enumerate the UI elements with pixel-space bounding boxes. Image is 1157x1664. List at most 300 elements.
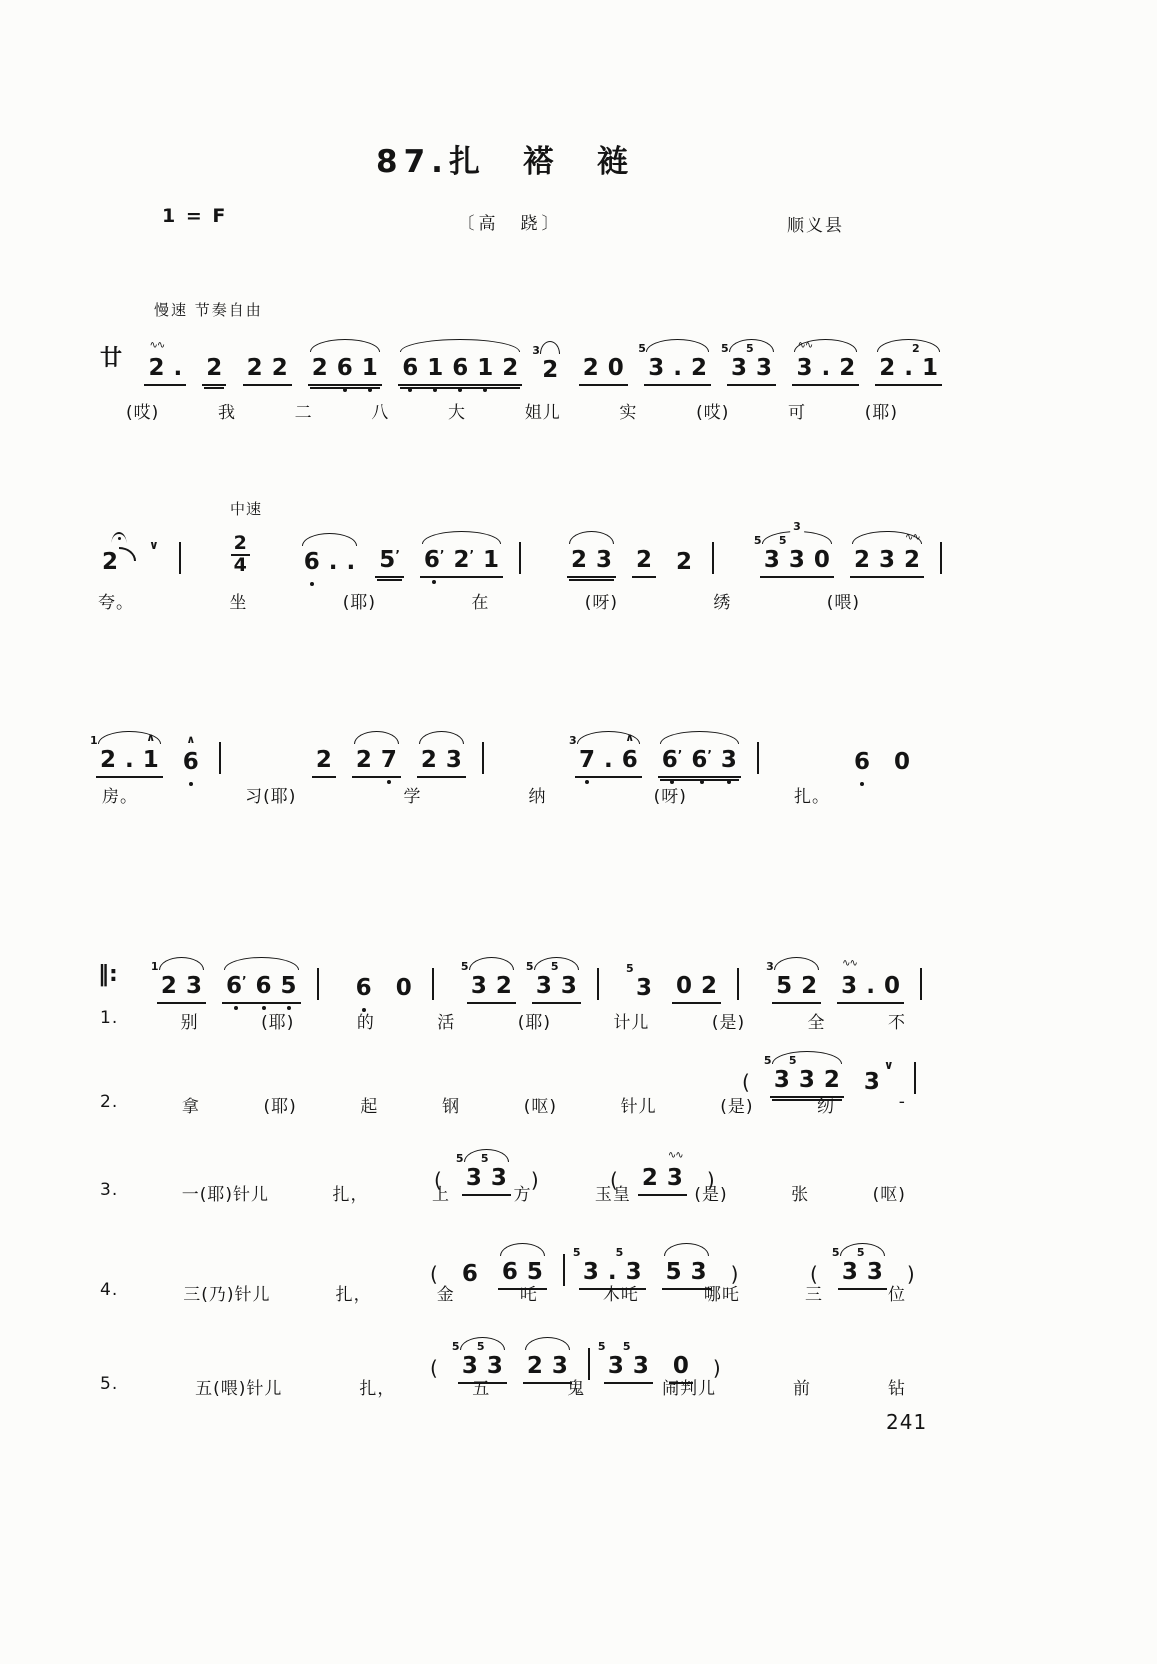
beam-group (568, 731, 642, 778)
note-digit: 0 (893, 749, 910, 775)
beam-group (222, 973, 301, 1004)
note-digit: . (328, 549, 338, 575)
note (604, 749, 613, 772)
accent-mark: ∧ (186, 733, 196, 746)
grace-note: 1 (90, 734, 98, 747)
note (125, 749, 134, 772)
note-digit: 3 (595, 547, 612, 573)
note-digit: 3 (582, 1259, 599, 1285)
note-digit: . (673, 355, 682, 381)
note-digit: 6 (853, 749, 870, 775)
lyric-token: - (898, 1092, 906, 1112)
slide-mark: ’ (677, 748, 683, 762)
note (745, 342, 772, 381)
grace-note: 5 (476, 1340, 485, 1353)
measure (90, 731, 221, 778)
note-digit: 3 (841, 1259, 858, 1285)
note (173, 357, 182, 380)
note (226, 975, 247, 998)
note-digit: ( (430, 1262, 438, 1286)
key-signature: 1 = F (162, 205, 228, 227)
lyric-token: 五 (472, 1379, 491, 1399)
breath-mark: ∨ (149, 538, 159, 552)
beam-group (720, 342, 776, 386)
note (625, 962, 652, 1001)
note (821, 357, 830, 380)
beam-group (375, 547, 404, 578)
music-system (98, 948, 922, 1004)
lyrics-line (102, 782, 830, 807)
measure (638, 342, 776, 386)
note-digit: 6 (182, 749, 199, 775)
grace-note: 5 (525, 960, 534, 973)
note-digit: 3 (607, 1353, 624, 1379)
note-digit: 3 (648, 355, 665, 381)
accent-mark: ∧ (146, 731, 156, 744)
beam-group (753, 520, 834, 578)
grace-note: 3 (568, 734, 577, 747)
note (879, 549, 895, 572)
note-digit: 3 (788, 547, 805, 573)
note-digit: 2 (853, 547, 870, 573)
note-digit: 0 (607, 355, 624, 381)
note (583, 357, 599, 380)
note (608, 357, 624, 380)
note-digit: 3 (763, 547, 780, 573)
bar-line (940, 542, 942, 574)
note (142, 731, 159, 773)
note (879, 357, 895, 380)
tie-curve (119, 547, 136, 561)
note-digit: 2 (675, 549, 692, 575)
grace-note: 5 (572, 1246, 581, 1259)
note (691, 749, 712, 772)
measure (150, 960, 319, 1004)
note-digit: . (346, 549, 356, 575)
lyric-token: 姐儿 (524, 403, 561, 423)
grace-note: 5 (831, 1246, 840, 1259)
note (186, 975, 202, 998)
note (571, 549, 587, 572)
note-digit: 6 (355, 975, 372, 1001)
lyrics-line (126, 398, 898, 423)
verse-line (100, 1374, 906, 1399)
note-digit: 6 (621, 747, 638, 773)
bar-line (737, 968, 739, 1000)
lyric-token: 起 (360, 1097, 379, 1117)
note (550, 960, 577, 999)
note (863, 1058, 894, 1095)
note-digit: . (125, 747, 134, 773)
note-digit: ( (742, 1070, 750, 1094)
measure (144, 340, 226, 386)
note-digit: 2 (635, 547, 652, 573)
grace-note: 5 (788, 1054, 797, 1067)
lyric-token: 一(耶)针儿 (181, 1185, 269, 1205)
note (281, 975, 297, 998)
free-meter-symbol: 廿 (100, 345, 123, 371)
accent-mark: ∧ (625, 731, 635, 744)
note-digit: 2 (879, 355, 896, 381)
lyric-token: 坐 (229, 593, 248, 613)
note (894, 751, 910, 774)
note-digit: 3 (490, 1165, 507, 1191)
note-digit: 0 (676, 973, 693, 999)
lyric-token: (哎) (126, 403, 160, 423)
bar-line (757, 742, 759, 774)
lyric-token: 1. (100, 1008, 119, 1028)
note (496, 975, 512, 998)
note (854, 751, 870, 774)
note-digit: . (173, 355, 183, 381)
breath-mark: ∨ (883, 1058, 894, 1072)
note-digit: 2 (582, 355, 599, 381)
note (532, 344, 559, 383)
time-signature-numerator: 2 (231, 534, 250, 556)
beam-group (850, 532, 924, 578)
measure (850, 749, 914, 778)
lyric-token: 大 (448, 403, 467, 423)
note (824, 1069, 840, 1092)
grace-note: 3 (766, 960, 774, 973)
grace-note: 3 (532, 344, 540, 357)
note-digit: ( (430, 1356, 438, 1380)
music-system (90, 722, 914, 778)
lyric-token: 我 (217, 403, 236, 423)
beam-group (672, 973, 721, 1004)
lyric-token: 二 (294, 403, 313, 423)
beam-group (417, 747, 466, 778)
lyrics-line (98, 588, 860, 613)
note-digit: 0 (883, 973, 900, 999)
fermata-mark (112, 532, 127, 543)
beam-group (625, 962, 656, 1004)
note-digit: 7 (380, 747, 397, 773)
slide-mark: ’ (469, 548, 475, 562)
verse-line (100, 1008, 906, 1033)
lyric-token: 金 (436, 1285, 455, 1305)
time-signature-denominator: 4 (233, 554, 247, 577)
lyric-token: 哪吒 (703, 1285, 740, 1305)
bar-line (712, 542, 714, 574)
verse-line (100, 1280, 906, 1305)
note (379, 549, 400, 572)
measure (243, 355, 382, 386)
note-digit: 2 (801, 973, 818, 999)
slide-mark: ’ (395, 548, 400, 562)
note-digit: 6 (661, 747, 678, 773)
note-digit: 3 (465, 1165, 482, 1191)
measure (227, 534, 254, 578)
lyric-token: 吒 (519, 1285, 538, 1305)
note-digit: 3 (185, 973, 202, 999)
note-digit: 3 (666, 1165, 683, 1191)
note-digit: 1 (427, 355, 444, 381)
note-digit: 3 (690, 1259, 707, 1285)
lyric-token: 八 (371, 403, 390, 423)
lyric-token: (耶) (263, 1097, 297, 1117)
note-digit: 6 (336, 355, 353, 381)
note-digit: 0 (813, 547, 830, 573)
lyric-token: 可 (788, 403, 807, 423)
note (304, 551, 320, 574)
note (636, 549, 652, 572)
lyric-token: 4. (100, 1280, 119, 1300)
bar-line (432, 968, 434, 1000)
lyric-token: (耶) (342, 593, 376, 613)
note-digit: 2 (102, 549, 119, 575)
measure (300, 542, 521, 578)
note-digit: 3 (773, 1067, 790, 1093)
note-digit: 6 (423, 547, 440, 573)
note (206, 357, 222, 380)
grace-note: 5 (480, 1152, 489, 1165)
note-digit: 3 (551, 1353, 568, 1379)
bar-line (179, 542, 181, 574)
beam-group (837, 958, 904, 1004)
note (701, 975, 717, 998)
note-digit: 1 (142, 747, 159, 773)
lyric-token: 三 (804, 1285, 823, 1305)
note (421, 749, 437, 772)
beam-group (638, 342, 711, 386)
note-digit: ) (706, 1168, 715, 1192)
variant-passage (738, 1042, 916, 1098)
note-digit: 2 (502, 355, 519, 381)
beam-group (300, 549, 360, 578)
bar-line (519, 542, 521, 574)
note (424, 549, 445, 572)
grace-note: 5 (597, 1340, 606, 1353)
verse-line (100, 1180, 906, 1205)
lyric-token: 夸。 (98, 593, 134, 613)
note (903, 532, 920, 573)
beam-group (392, 975, 416, 1004)
lyric-token: 张 (791, 1185, 810, 1205)
note-digit: 3 (461, 1353, 478, 1379)
note-digit: 3 (635, 975, 652, 1001)
lyric-token: 闹判儿 (662, 1379, 717, 1399)
note (841, 958, 858, 999)
beam-group (352, 747, 401, 778)
note (742, 1072, 750, 1092)
grace-note: 5 (745, 342, 754, 355)
lyric-token: 扎， (335, 1285, 372, 1305)
lyric-token: 扎。 (794, 787, 830, 807)
beam-group (792, 340, 859, 386)
note-digit: 2 (495, 973, 512, 999)
note (801, 975, 817, 998)
note-digit: 3 (878, 547, 895, 573)
note-digit: 5 (776, 973, 793, 999)
note-digit: . (866, 973, 875, 999)
grace-note: 5 (625, 962, 634, 975)
lyric-token: 位 (888, 1285, 906, 1305)
measure (792, 340, 942, 386)
note-digit: 3 (445, 747, 462, 773)
note-digit: 2 (246, 355, 263, 381)
note-digit: 2 (453, 547, 470, 573)
note-digit: 3 (866, 1259, 883, 1285)
note-digit: 5 (280, 973, 297, 999)
beam-group (98, 538, 163, 578)
beam-group (312, 747, 336, 778)
note-digit: 6 (303, 549, 320, 575)
note-digit: ( (610, 1168, 618, 1192)
lyric-token: (呀) (653, 787, 687, 807)
bar-line (914, 1062, 916, 1094)
lyric-token: 针儿 (620, 1097, 657, 1117)
note-digit: 2 (315, 747, 332, 773)
note-digit: 1 (361, 355, 378, 381)
beam-group (567, 547, 616, 578)
note (362, 357, 378, 380)
lyric-token: 3. (100, 1180, 119, 1200)
note-digit: 3 (755, 355, 772, 381)
grace-note: 5 (550, 960, 559, 973)
beam-group (875, 342, 942, 386)
note-digit: 6 (691, 747, 708, 773)
lyric-token: 三(乃)针儿 (183, 1285, 271, 1305)
note-digit: 6 (225, 973, 242, 999)
beam-group (850, 749, 874, 778)
note (720, 342, 747, 381)
note-digit: 1 (477, 355, 494, 381)
lyric-token: (是) (720, 1097, 754, 1117)
note-digit: ( (810, 1262, 818, 1286)
note (312, 357, 328, 380)
bar-line (219, 742, 221, 774)
note-digit: 2 (823, 1067, 840, 1093)
lyric-token: (呀) (584, 593, 618, 613)
lyric-token: 玉皇 (594, 1185, 631, 1205)
note (337, 357, 353, 380)
lyric-token: 拿 (181, 1097, 200, 1117)
note (907, 1264, 915, 1284)
measure (98, 538, 181, 578)
measure (753, 520, 942, 578)
beam-group (658, 747, 741, 778)
note (145, 538, 159, 574)
note (483, 549, 499, 572)
lyric-token: 房。 (102, 787, 138, 807)
note (247, 357, 263, 380)
region-label: 顺义县 (787, 216, 844, 236)
note (778, 534, 805, 573)
note-digit: 2 (690, 355, 707, 381)
grace-note: 2 (911, 342, 920, 355)
measure (352, 968, 434, 1004)
lyric-token: 2. (100, 1092, 119, 1112)
grace-note: 5 (763, 1054, 772, 1067)
grace-note: 5 (455, 1152, 464, 1165)
note-digit: . (821, 355, 831, 381)
note-digit: 2 (420, 747, 437, 773)
lyric-token: (是) (694, 1185, 728, 1205)
note (788, 1054, 815, 1093)
lyric-token: (是) (711, 1013, 746, 1033)
measure (312, 742, 484, 778)
tremolo-mark: ∿∿ (904, 532, 920, 543)
note-digit: 3 (625, 1259, 642, 1285)
note-digit: ) (530, 1168, 539, 1192)
note-digit: 3 (863, 1069, 880, 1095)
lyric-token: 扎， (359, 1379, 396, 1399)
beam-group (308, 355, 382, 386)
note (662, 749, 683, 772)
note-digit: 2 (271, 355, 288, 381)
note-digit: 3 (730, 355, 747, 381)
note-digit: 2 (355, 747, 372, 773)
lyric-token: 鬼 (567, 1379, 586, 1399)
beam-group (532, 344, 562, 386)
lyric-token: 五(喂)针儿 (195, 1379, 283, 1399)
lyric-token: 别 (180, 1013, 199, 1033)
note (638, 342, 665, 381)
lyric-token: 纫 (817, 1097, 836, 1117)
note (721, 749, 737, 772)
lyric-token: (耶) (864, 403, 898, 423)
beam-group (150, 960, 206, 1004)
note (904, 357, 913, 380)
beam-group (243, 355, 292, 386)
beam-group (144, 340, 186, 386)
note-digit: ) (906, 1262, 915, 1286)
measure (625, 962, 739, 1004)
lyric-token: 不 (887, 1013, 906, 1033)
genre-label: 〔高 跷〕 (457, 214, 563, 234)
grace-note: 5 (638, 342, 646, 355)
beam-group (90, 731, 163, 778)
note (568, 734, 595, 773)
music-system (98, 522, 942, 578)
note-digit: 3 (798, 1067, 815, 1093)
lyric-token: 活 (437, 1013, 456, 1033)
page-title: 87.扎 褡 裢 (376, 144, 634, 180)
note-digit: 3 (470, 973, 487, 999)
lyric-token: (哎) (696, 403, 730, 423)
note-digit: 6 (501, 1259, 518, 1285)
measure (766, 958, 922, 1004)
note (90, 734, 117, 773)
lyric-token: 上 (431, 1185, 450, 1205)
note (525, 960, 552, 999)
note-digit: . (607, 1259, 617, 1285)
note (148, 340, 165, 381)
note (854, 549, 870, 572)
note-digit: 2 (311, 355, 328, 381)
note-digit: 1 (483, 547, 500, 573)
lyric-token: (呕) (523, 1097, 557, 1117)
note (329, 551, 338, 574)
note (673, 357, 682, 380)
bar-line (920, 968, 922, 1000)
note-digit: 3 (560, 973, 577, 999)
note-digit: 3 (796, 355, 813, 381)
lyric-token: 钻 (887, 1379, 906, 1399)
note-digit: . (904, 355, 913, 381)
tremolo-mark: ∿∿ (797, 340, 813, 351)
note-digit: 2 (903, 547, 920, 573)
note (316, 749, 332, 772)
note (814, 549, 830, 572)
bar-line (597, 968, 599, 1000)
note (347, 551, 356, 574)
note-digit: 2 (542, 357, 559, 383)
lyric-token: 的 (356, 1013, 375, 1033)
music-system (100, 330, 942, 386)
note (150, 960, 177, 999)
